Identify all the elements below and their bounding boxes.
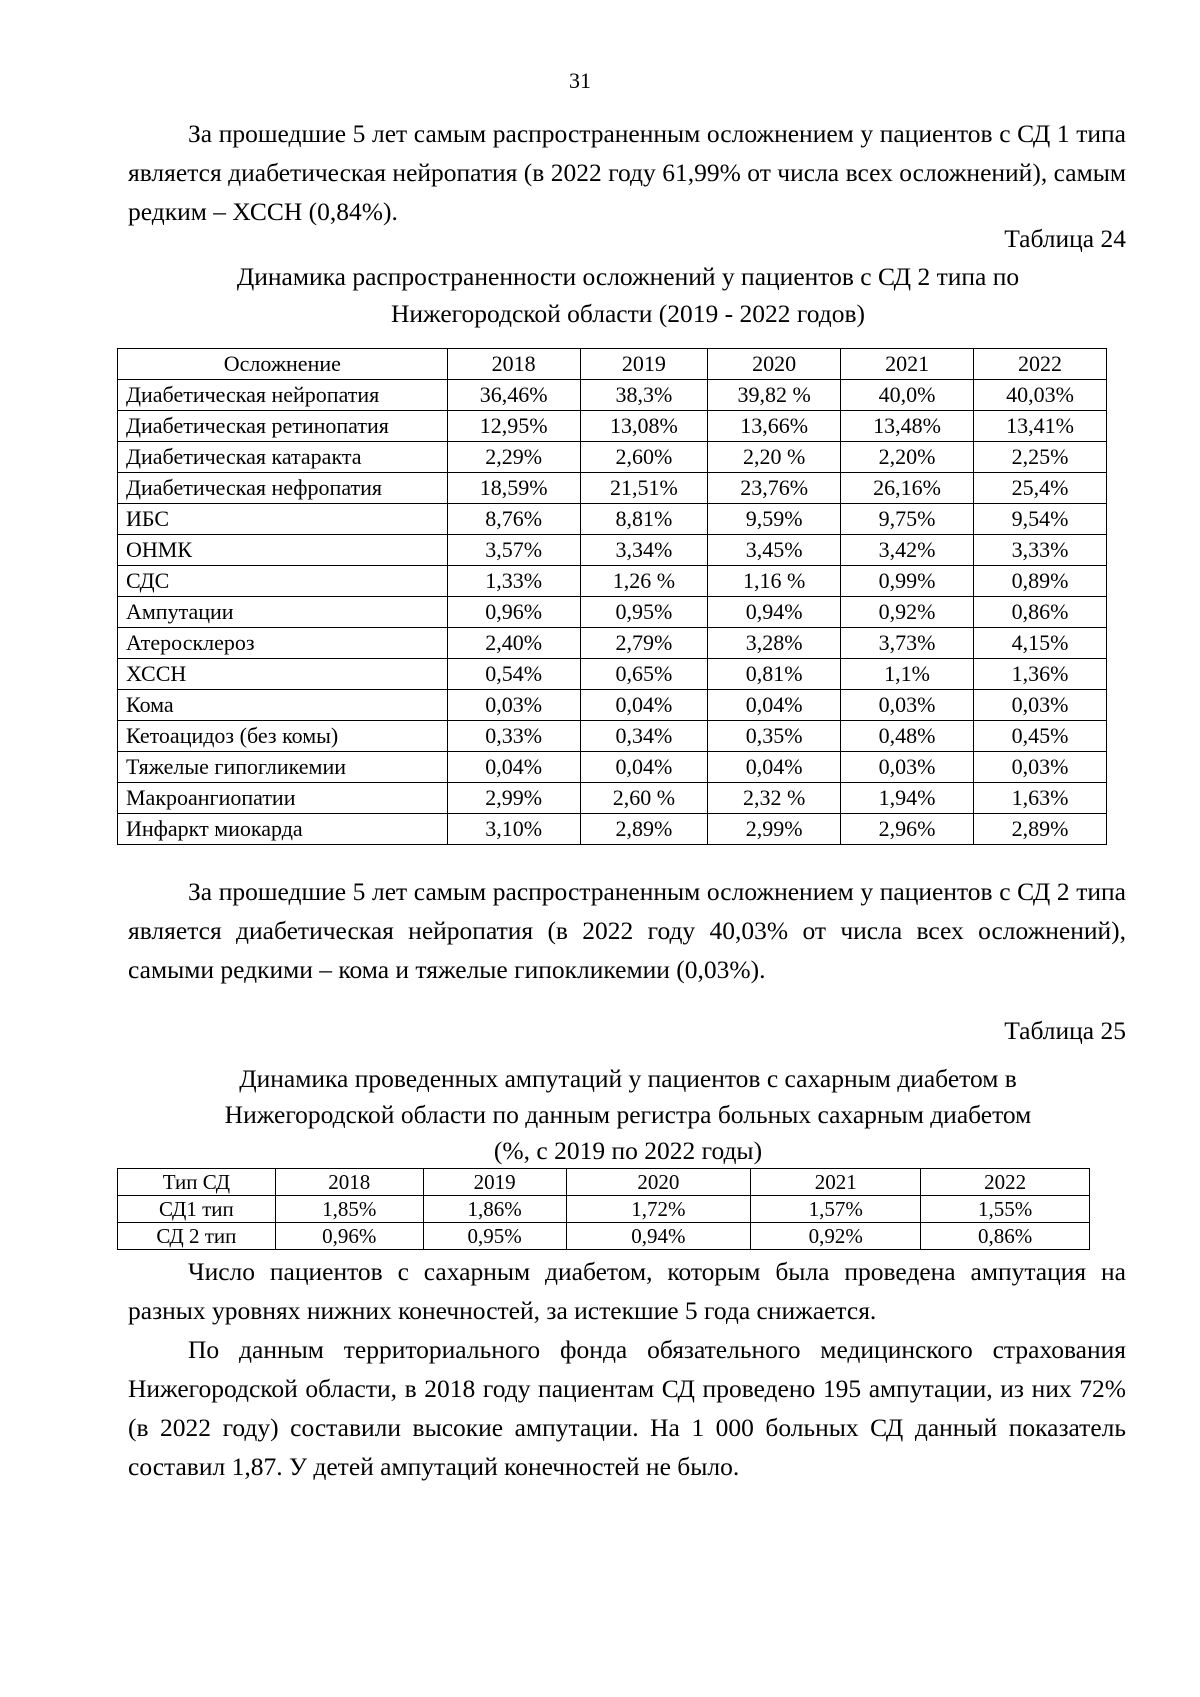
table25-caption-line2: Нижегородской области по данным регистра больных сахарным диабетом [224, 1100, 1032, 1129]
value-cell: 18,59% [447, 473, 580, 504]
header-cell: 2021 [751, 1169, 921, 1196]
value-cell: 2,60% [580, 442, 708, 473]
value-cell: 2,96% [841, 814, 974, 845]
value-cell: 0,95% [580, 597, 708, 628]
value-cell: 2,89% [580, 814, 708, 845]
header-cell: 2021 [841, 349, 974, 380]
row-label-cell: ОНМК [118, 535, 448, 566]
value-cell: 0,03% [974, 752, 1107, 783]
value-cell: 9,54% [974, 504, 1107, 535]
value-cell: 26,16% [841, 473, 974, 504]
table-row [118, 783, 1107, 814]
value-cell: 0,03% [841, 752, 974, 783]
value-cell: 2,79% [580, 628, 708, 659]
value-cell: 0,34% [580, 721, 708, 752]
value-cell: 2,20% [841, 442, 974, 473]
value-cell: 2,25% [974, 442, 1107, 473]
table-row [118, 1223, 1090, 1250]
value-cell: 1,36% [974, 659, 1107, 690]
value-cell: 0,35% [708, 721, 841, 752]
value-cell: 13,48% [841, 411, 974, 442]
value-cell: 0,33% [447, 721, 580, 752]
row-label-cell: Диабетическая ретинопатия [118, 411, 448, 442]
value-cell: 0,96% [275, 1223, 423, 1250]
row-label-cell: Диабетическая катаракта [118, 442, 448, 473]
row-label-cell: ИБС [118, 504, 448, 535]
header-cell: Тип СД [118, 1169, 276, 1196]
value-cell: 1,94% [841, 783, 974, 814]
value-cell: 0,03% [447, 690, 580, 721]
table-row [118, 1196, 1090, 1223]
value-cell: 39,82 % [708, 380, 841, 411]
table-row [118, 442, 1107, 473]
value-cell: 8,81% [580, 504, 708, 535]
row-label-cell: Атеросклероз [118, 628, 448, 659]
paragraph-insurance-fund: По данным территориального фонда обязательного медицинского страхования Нижегородской области, в 2018 году пациентам СД проведено 195 ампутации, из них 72% (в 2022 году) составили высокие ампутации. На 1 000 больных СД данный показатель составил 1,87. У детей ампутаций конечностей не было. [128, 1335, 1126, 1481]
value-cell: 3,10% [447, 814, 580, 845]
value-cell: 0,04% [447, 752, 580, 783]
row-label-cell: Диабетическая нейропатия [118, 380, 448, 411]
table-row [118, 659, 1107, 690]
value-cell: 38,3% [580, 380, 708, 411]
value-cell: 2,99% [447, 783, 580, 814]
table24-caption-line1: Динамика распространенности осложнений у пациентов с СД 2 типа по [236, 262, 1020, 291]
value-cell: 3,34% [580, 535, 708, 566]
table25-label: Таблица 25 [1004, 1016, 1126, 1045]
value-cell: 36,46% [447, 380, 580, 411]
row-label-cell: СДС [118, 566, 448, 597]
value-cell: 13,41% [974, 411, 1107, 442]
value-cell: 1,26 % [580, 566, 708, 597]
table-row [118, 690, 1107, 721]
value-cell: 23,76% [708, 473, 841, 504]
row-label-cell: Кетоацидоз (без комы) [118, 721, 448, 752]
value-cell: 0,04% [580, 752, 708, 783]
value-cell: 2,20 % [708, 442, 841, 473]
value-cell: 1,85% [275, 1196, 423, 1223]
paragraph-amputations-trend: Число пациентов с сахарным диабетом, которым была проведена ампутация на разных уровнях нижних конечностей, за истекшие 5 года снижается. [128, 1257, 1126, 1325]
value-cell: 1,16 % [708, 566, 841, 597]
value-cell: 0,54% [447, 659, 580, 690]
value-cell: 0,65% [580, 659, 708, 690]
row-label-cell: Инфаркт миокарда [118, 814, 448, 845]
row-label-cell: Кома [118, 690, 448, 721]
value-cell: 0,95% [423, 1223, 566, 1250]
value-cell: 12,95% [447, 411, 580, 442]
paragraph-sd1: За прошедшие 5 лет самым распространенным осложнением у пациентов с СД 1 типа является диабетическая нейропатия (в 2022 году 61,99% от числа всех осложнений), самым редким – ХССН (0,84%). [128, 119, 1126, 226]
value-cell: 13,08% [580, 411, 708, 442]
table-row [118, 721, 1107, 752]
value-cell: 0,86% [921, 1223, 1090, 1250]
value-cell: 0,04% [708, 752, 841, 783]
table-25 [117, 1168, 1090, 1250]
header-cell: 2019 [580, 349, 708, 380]
table-row [118, 504, 1107, 535]
value-cell: 0,86% [974, 597, 1107, 628]
page-number: 31 [569, 68, 591, 93]
value-cell: 1,86% [423, 1196, 566, 1223]
value-cell: 9,59% [708, 504, 841, 535]
table-row [118, 628, 1107, 659]
value-cell: 0,96% [447, 597, 580, 628]
row-label-cell: ХССН [118, 659, 448, 690]
value-cell: 0,92% [841, 597, 974, 628]
value-cell: 0,99% [841, 566, 974, 597]
value-cell: 1,33% [447, 566, 580, 597]
value-cell: 0,81% [708, 659, 841, 690]
value-cell: 2,29% [447, 442, 580, 473]
row-label-cell: Тяжелые гипогликемии [118, 752, 448, 783]
value-cell: 3,45% [708, 535, 841, 566]
value-cell: 21,51% [580, 473, 708, 504]
value-cell: 40,03% [974, 380, 1107, 411]
header-cell: 2018 [275, 1169, 423, 1196]
header-cell: 2022 [921, 1169, 1090, 1196]
row-label-cell: Диабетическая нефропатия [118, 473, 448, 504]
value-cell: 0,92% [751, 1223, 921, 1250]
value-cell: 1,72% [566, 1196, 751, 1223]
header-cell: 2019 [423, 1169, 566, 1196]
table-row [118, 473, 1107, 504]
value-cell: 3,33% [974, 535, 1107, 566]
table-row [118, 814, 1107, 845]
value-cell: 3,73% [841, 628, 974, 659]
header-cell: 2020 [708, 349, 841, 380]
table-row [118, 411, 1107, 442]
value-cell: 0,03% [974, 690, 1107, 721]
header-cell: 2020 [566, 1169, 751, 1196]
table-row [118, 380, 1107, 411]
value-cell: 0,04% [580, 690, 708, 721]
value-cell: 0,45% [974, 721, 1107, 752]
value-cell: 3,28% [708, 628, 841, 659]
table24-caption-line2: Нижегородской области (2019 - 2022 годов) [391, 299, 865, 328]
table-header-row [118, 349, 1107, 380]
value-cell: 1,57% [751, 1196, 921, 1223]
table-row [118, 597, 1107, 628]
value-cell: 0,03% [841, 690, 974, 721]
value-cell: 3,57% [447, 535, 580, 566]
value-cell: 25,4% [974, 473, 1107, 504]
table-row [118, 535, 1107, 566]
value-cell: 0,94% [566, 1223, 751, 1250]
value-cell: 13,66% [708, 411, 841, 442]
value-cell: 0,04% [708, 690, 841, 721]
row-label-cell: СД1 тип [118, 1196, 276, 1223]
table-24 [117, 348, 1107, 845]
value-cell: 1,63% [974, 783, 1107, 814]
value-cell: 4,15% [974, 628, 1107, 659]
value-cell: 2,60 % [580, 783, 708, 814]
value-cell: 2,89% [974, 814, 1107, 845]
value-cell: 8,76% [447, 504, 580, 535]
value-cell: 0,48% [841, 721, 974, 752]
value-cell: 0,89% [974, 566, 1107, 597]
value-cell: 2,99% [708, 814, 841, 845]
value-cell: 1,1% [841, 659, 974, 690]
table-header-row [118, 1169, 1090, 1196]
paragraph-sd2: За прошедшие 5 лет самым распространенным осложнением у пациентов с СД 2 типа является диабетическая нейропатия (в 2022 году 40,03% от числа всех осложнений), самыми редкими – кома и тяжелые гипокликемии (0,03%). [128, 877, 1126, 984]
value-cell: 2,32 % [708, 783, 841, 814]
table25-caption-line3: (%, с 2019 по 2022 годы) [493, 1136, 763, 1165]
table25-caption-line1: Динамика проведенных ампутаций у пациентов с сахарным диабетом в [239, 1064, 1017, 1093]
header-cell: Осложнение [118, 349, 448, 380]
row-label-cell: Ампутации [118, 597, 448, 628]
header-cell: 2018 [447, 349, 580, 380]
table-row [118, 566, 1107, 597]
value-cell: 1,55% [921, 1196, 1090, 1223]
header-cell: 2022 [974, 349, 1107, 380]
row-label-cell: Макроангиопатии [118, 783, 448, 814]
value-cell: 3,42% [841, 535, 974, 566]
value-cell: 40,0% [841, 380, 974, 411]
table-row [118, 752, 1107, 783]
table24-label: Таблица 24 [1004, 224, 1126, 253]
value-cell: 9,75% [841, 504, 974, 535]
value-cell: 0,94% [708, 597, 841, 628]
row-label-cell: СД 2 тип [118, 1223, 276, 1250]
value-cell: 2,40% [447, 628, 580, 659]
